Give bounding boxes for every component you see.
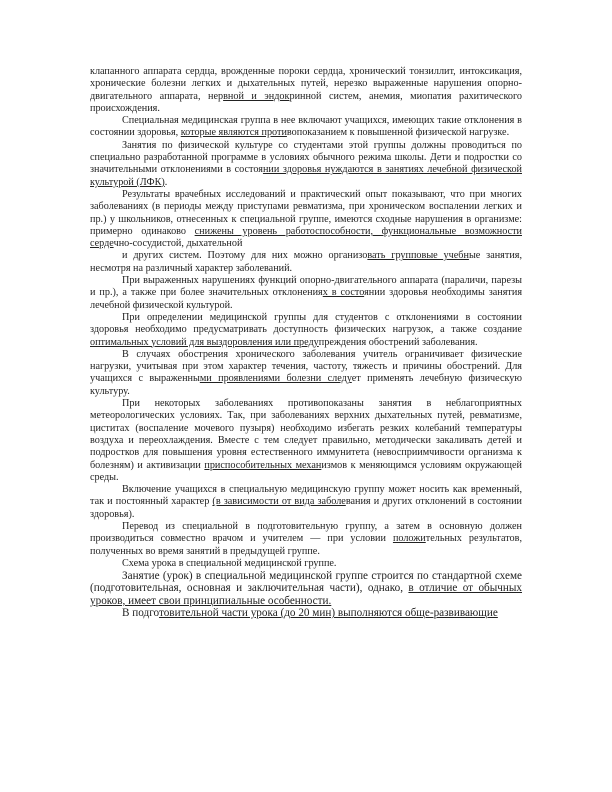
underlined-run: снижены уровень работоспособности, функциональные возможности серде [90, 225, 522, 250]
underlined-run: приспособительных механ [204, 459, 322, 471]
text-run: и других систем. Поэтому для них можно организо [122, 250, 368, 262]
text-run: Результаты врачебных исследований и практический опыт показывают, что при многих заболеваниях (в периоды между приступами ревматизма, при хроническом воспалении легких и пр.) у школьников, отнесенных к специальной группе, имеются сходные нарушения в организме: примерно одинаково [90, 188, 522, 237]
paragraph-13 [90, 607, 522, 619]
text-run: вания и других отклонений в состоянии здоровья). [90, 496, 522, 520]
document-text [90, 66, 522, 619]
text-run: Занятие (урок) в специальной медицинской группе строится по стандартной схеме (подготовительная, основная и заключительная части), однако, [90, 570, 522, 595]
text-run: Включение учащихся в специальную медицинскую группу может носить как временный, так и постоянный характер [90, 484, 522, 508]
paragraph-4 [90, 189, 522, 250]
text-run: ринной систем, анемия, миопатия рахитического происхождения. [90, 90, 522, 114]
underlined-run: х в состо [322, 287, 365, 299]
text-run: вопоказанием к повышенной физической нагрузке. [286, 127, 510, 139]
underlined-run: товительной части урока (до 20 мин) выполняются обще-развивающие [158, 607, 498, 620]
paragraph-3 [90, 140, 522, 189]
paragraph-5 [90, 250, 522, 275]
text-run: преждения обострений заболевания. [318, 336, 478, 348]
text-run: измов к меняющимся условиям окружающей среды. [90, 459, 522, 483]
paragraph-12 [90, 570, 522, 607]
text-run: чно-сосудистой, дыхательной [113, 238, 243, 250]
text-run: При определении медицинской группы для студентов с отклонениями в состоянии здоровья необходимо предусматривать доступность физических нагрузок, а также создание [90, 311, 522, 336]
paragraph-7 [90, 312, 522, 349]
text-run: При некоторых заболеваниях противопоказаны занятия в неблагоприятных метеорологических условиях. Так, при заболеваниях верхних дыхательных путей, ревматизме, циститах (воспаление мочевого пузыря) необходимо избегать резких колебаний температуры воздуха и переохлаждения. Вместе с тем следует правильно, методически закаливать детей и подростков для повышения уровня естественного иммунитета (невосприимчивости организма к болезням) и активизации [90, 398, 522, 471]
underlined-run: вной и эндок [223, 90, 290, 102]
section-heading [90, 558, 522, 570]
underlined-run: в отличие от обычных уроков, имеет свои принципиальные особенности. [90, 582, 522, 607]
text-run: Занятия по физической культуре со студентами этой группы должны проводиться по специально разработанной программе в условиях обычного режима школы. Дети и подростки со значительными отклонениями в состоя [90, 139, 522, 176]
paragraph-2 [90, 115, 522, 140]
text-run: Схема урока в специальной медицинской группе. [122, 557, 337, 569]
underlined-run: ми проявлениями болезни следу [199, 373, 352, 385]
text-run: При выраженных нарушениях функций опорно-двигательного аппарата (параличи, парезы и пр.), а также при более значительных отклонения [90, 275, 522, 299]
text-run: ые занятия, несмотря на различный характер заболеваний. [90, 250, 522, 274]
underlined-run: которые являются проти [180, 127, 287, 139]
paragraph-10 [90, 484, 522, 521]
underlined-run: положи [392, 533, 426, 545]
underlined-run: вать групповые учебн [367, 250, 469, 262]
text-run: тельных результатов, полученных во время занятий в предыдущей группе. [90, 533, 523, 557]
underlined-run: нии здоровья нуждаются в занятиях лечебной физической культурой (ЛФК) [90, 164, 522, 188]
text-run: В подго [122, 607, 159, 620]
paragraph-8 [90, 349, 522, 398]
paragraph-1 [90, 66, 522, 115]
text-run: ет применять лечебную физическую культуру. [90, 373, 522, 397]
text-run: клапанного аппарата сердца, врожденные пороки сердца, хронический тонзиллит, интоксикация, хронические болезни легких и дыхательных путей, нерезко выраженные нарушения опорно-двигательного аппарата, нер [90, 66, 522, 102]
text-run: . [164, 176, 168, 188]
underlined-run: оптимальных условий для выздоровления или преду [90, 336, 319, 348]
text-run: В случаях обострения хронического заболевания учитель ограничивает физические нагрузки, учитывая при этом характер течения, частоту, тяжесть и причины обострений. Для учащихся с выраженны [90, 348, 522, 385]
text-run: янии здоровья необходимы занятия лечебной физической культурой. [90, 287, 523, 311]
text-run: Специальная медицинская группа в нее включают учащихся, имеющих такие отклонения в состоянии здоровья, [90, 115, 522, 139]
paragraph-9 [90, 398, 522, 484]
underlined-run: (в зависимости от вида заболе [212, 496, 346, 508]
text-run: Перевод из специальной в подготовительную группу, а затем в основную должен производиться совместно врачом и учителем — при условии [90, 520, 522, 545]
paragraph-11 [90, 521, 522, 558]
paragraph-6 [90, 275, 522, 312]
